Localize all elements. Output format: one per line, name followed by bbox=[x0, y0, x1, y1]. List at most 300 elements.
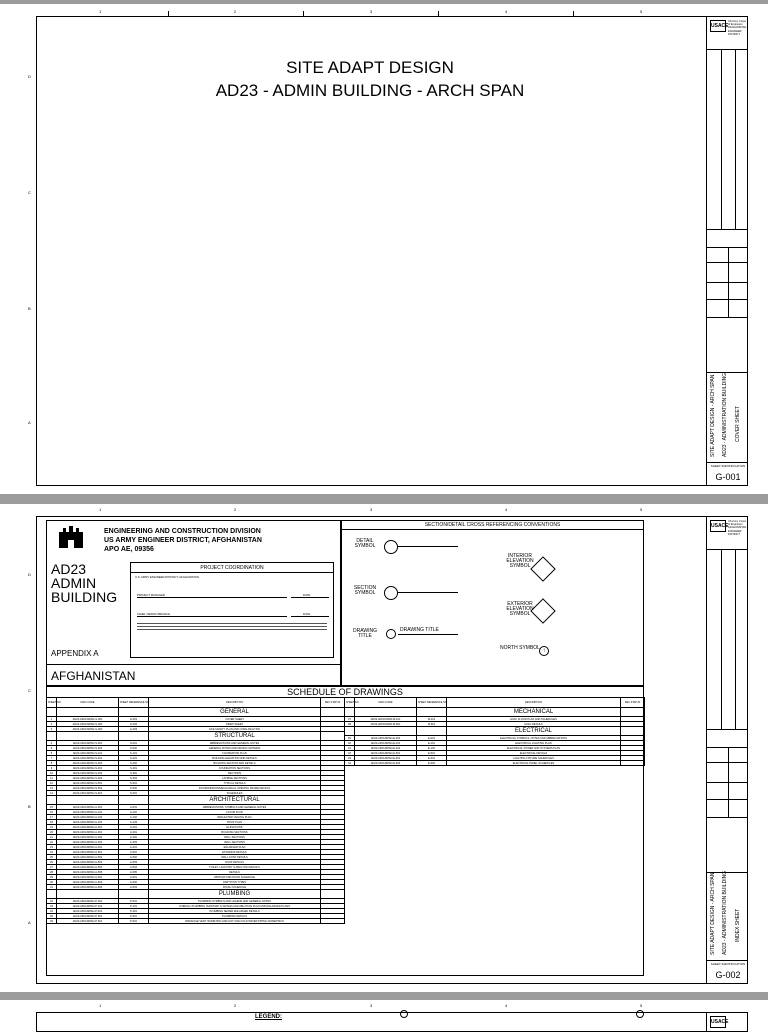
schedule-cell: P-401 bbox=[119, 909, 149, 914]
schedule-cell: 23 bbox=[47, 845, 57, 850]
schedule-cell: ABBREVIATIONS AND GENERAL NOTES bbox=[149, 741, 321, 746]
schedule-cell: FLOOR PLAN bbox=[149, 810, 321, 815]
schedule-cell: 2 bbox=[47, 722, 57, 727]
coordination-date: DATE bbox=[303, 593, 311, 597]
column-marker: 2 bbox=[234, 9, 237, 14]
coordination-pm: PROJECT MANAGER bbox=[137, 593, 165, 597]
column-marker: 1 bbox=[99, 9, 102, 14]
column-marker: 4 bbox=[505, 9, 508, 14]
schedule-cell: 38 bbox=[345, 722, 355, 727]
grid-tick bbox=[573, 11, 574, 16]
schedule-cell: 34 bbox=[47, 909, 57, 914]
section-symbol-label: SECTION SYMBOL bbox=[353, 585, 377, 596]
column-marker: 3 bbox=[370, 1003, 373, 1008]
schedule-cell: REFLECTED CEILING PLAN bbox=[149, 815, 321, 820]
drawing-title-symbol-label: DRAWING TITLE bbox=[353, 628, 377, 639]
schedule-cell: ROOF DETAILS bbox=[149, 860, 321, 865]
schedule-cell: ENLARGED PLAN bbox=[149, 845, 321, 850]
schedule-row bbox=[47, 919, 345, 924]
schedule-category: PLUMBING bbox=[149, 890, 321, 899]
schedule-cell: 42 bbox=[345, 751, 355, 756]
schedule-header-cell: SHEET REFERENCE NO. bbox=[119, 698, 149, 708]
schedule-cell: AD23-ARCHSPAN-P-501 bbox=[57, 914, 119, 919]
schedule-cell: AD23-ARCHSPAN-E-101 bbox=[355, 741, 417, 746]
schedule-header-cell: REV STATUS bbox=[321, 698, 345, 708]
schedule-cell: AD23-ARCHSPAN-P-601 bbox=[57, 919, 119, 924]
row-marker: B bbox=[28, 306, 31, 311]
schedule-category: ARCHITECTURAL bbox=[149, 796, 321, 805]
schedule-cell: 39 bbox=[345, 736, 355, 741]
schedule-cell bbox=[621, 761, 645, 766]
project-coordination-box bbox=[130, 562, 334, 658]
schedule-cell: A-502 bbox=[119, 855, 149, 860]
country-label: AFGHANISTAN bbox=[51, 669, 136, 683]
schedule-header-row bbox=[345, 698, 645, 708]
symbol-icon bbox=[636, 1010, 644, 1018]
schedule-cell: LIFE SAFETY PLAN AND CODE ANALYSIS bbox=[149, 727, 321, 732]
schedule-cell: A-102 bbox=[119, 815, 149, 820]
schedule-cell: 36 bbox=[47, 919, 57, 924]
schedule-cell: AD23-ARCHSPAN-P-001 bbox=[57, 899, 119, 904]
schedule-cell: S-501 bbox=[119, 781, 149, 786]
schedule-category-row bbox=[47, 890, 345, 899]
schedule-cell: TOILET, LAVATORY & ABLUTION DETAILS bbox=[149, 865, 321, 870]
schedule-cell: EXTERIOR DETAILS bbox=[149, 850, 321, 855]
schedule-cell: 44 bbox=[345, 761, 355, 766]
schedule-title: SCHEDULE OF DRAWINGS bbox=[287, 687, 403, 697]
grid-tick bbox=[303, 11, 304, 16]
schedule-cell: FOUNDATION PLAN bbox=[149, 751, 321, 756]
schedule-cell: AD23-ARCHSPAN-E-102 bbox=[355, 746, 417, 751]
schedule-cell: AD23-ARCHSPAN-A-502 bbox=[57, 855, 119, 860]
schedule-cell: ELECTRICAL PANEL SCHEDULES bbox=[447, 761, 621, 766]
schedule-cell: AD23-ARCHSPAN-E-001 bbox=[355, 736, 417, 741]
schedule-category-row bbox=[47, 796, 345, 805]
schedule-cell: 31 bbox=[47, 885, 57, 890]
schedule-header-cell: DWG CODE bbox=[355, 698, 417, 708]
schedule-cell: A-503 bbox=[119, 860, 149, 865]
column-marker: 3 bbox=[370, 9, 373, 14]
schedule-cell: 24 bbox=[47, 850, 57, 855]
schedule-cell: 9 bbox=[47, 766, 57, 771]
schedule-cell: FOUNDATION SECTIONS bbox=[149, 766, 321, 771]
schedule-cell: A-101 bbox=[119, 810, 149, 815]
schedule-cell: DOOR/WINDOW/MECHANICAL OPENING FRAME DETAILS bbox=[149, 786, 321, 791]
schedule-cell: WALL SECTIONS bbox=[149, 835, 321, 840]
schedule-cell: AD23-ARCHSPAN-P-101 bbox=[57, 904, 119, 909]
schedule-cell bbox=[57, 732, 119, 741]
schedule-cell: PARTITION TYPES bbox=[149, 880, 321, 885]
schedule-cell: AD23-ARCHSPAN-S-601 bbox=[57, 791, 119, 796]
row-marker: A bbox=[28, 920, 31, 925]
column-marker: 1 bbox=[99, 507, 102, 512]
schedule-category: MECHANICAL bbox=[447, 708, 621, 717]
schedule-cell: AD23-ARCHSPAN-A-505 bbox=[57, 870, 119, 875]
schedule-table-right bbox=[344, 697, 645, 766]
sheet-number: G-002 bbox=[715, 970, 741, 980]
org-line2: US ARMY ENGINEER DISTRICT, AFGHANISTAN bbox=[104, 537, 262, 544]
schedule-cell: A-602 bbox=[119, 880, 149, 885]
schedule-cell: WALL SECTIONS bbox=[149, 840, 321, 845]
schedule-cell: AD23-ARCHSPAN-S-101 bbox=[57, 751, 119, 756]
schedule-cell: DRAINAGE VENT ISOMETRIC AND HOT AND COLD WATER PIPING ISOMETRICS bbox=[149, 919, 321, 924]
schedule-cell: E-602 bbox=[417, 761, 447, 766]
schedule-cell: AD23-ARCHSPAN-M-101 bbox=[355, 717, 417, 722]
schedule-cell: PLUMBING SYMBOLS AND LEGEND AND GENERAL NOTES bbox=[149, 899, 321, 904]
schedule-cell: 1 bbox=[47, 717, 57, 722]
schedule-cell: 17 bbox=[47, 815, 57, 820]
legend-sheet bbox=[0, 1000, 768, 1024]
schedule-cell: ABBREVIATIONS, SYMBOLS AND GENERAL NOTES bbox=[149, 805, 321, 810]
row-marker: D bbox=[28, 74, 31, 79]
schedule-cell: HVAC FLOOR PLAN AND SCHEDULES bbox=[447, 717, 621, 722]
schedule-cell: GENERAL NOTES AND DESIGN CRITERIA bbox=[149, 746, 321, 751]
row-marker: B bbox=[28, 804, 31, 809]
schedule-header-cell: SHEET NO. bbox=[345, 698, 355, 708]
schedule-cell: S-101 bbox=[119, 751, 149, 756]
schedule-cell: BUILDING ELEVATION AND DETAILS bbox=[149, 756, 321, 761]
schedule-cell: AD23-ARCHSPAN-S-201 bbox=[57, 756, 119, 761]
column-marker: 2 bbox=[234, 507, 237, 512]
schedule-cell: ELECTRICAL POWER AND SYSTEMS PLAN bbox=[447, 746, 621, 751]
schedule-cell: AD23-ARCHSPAN-S-303 bbox=[57, 776, 119, 781]
schedule-cell bbox=[355, 727, 417, 736]
schedule-cell: A-001 bbox=[119, 805, 149, 810]
schedule-cell: 32 bbox=[47, 899, 57, 904]
schedule-cell: BUILDING SECTION AND DETAILS bbox=[149, 761, 321, 766]
schedule-cell: LIGHTING FIXTURE SCHEDULES bbox=[447, 756, 621, 761]
coordination-date: DATE bbox=[303, 612, 311, 616]
column-marker: 4 bbox=[505, 1003, 508, 1008]
schedule-cell: AD23-ARCHSPAN-A-101 bbox=[57, 810, 119, 815]
building-name-vertical: AD23 - ADMINISTRATION BUILDING bbox=[722, 870, 728, 955]
schedule-cell: AD23-ARCHSPAN-S-002 bbox=[57, 746, 119, 751]
schedule-cell bbox=[119, 708, 149, 717]
schedule-cell bbox=[621, 727, 645, 736]
schedule-category-row bbox=[345, 708, 645, 717]
schedule-cell: 22 bbox=[47, 840, 57, 845]
schedule-cell: A-301 bbox=[119, 830, 149, 835]
detail-symbol-label: DETAIL SYMBOL bbox=[354, 538, 376, 549]
schedule-cell: E-501 bbox=[417, 751, 447, 756]
schedule-cell: DETAILS bbox=[149, 870, 321, 875]
schedule-cell: 26 bbox=[47, 860, 57, 865]
schedule-cell bbox=[321, 732, 345, 741]
schedule-cell bbox=[417, 727, 447, 736]
schedule-cell: AD23-ARCHSPAN-A-504 bbox=[57, 865, 119, 870]
schedule-cell: 6 bbox=[47, 751, 57, 756]
row-marker: C bbox=[28, 688, 31, 693]
schedule-table-left bbox=[46, 697, 345, 924]
schedule-cell: AD23-ARCHSPAN-A-102 bbox=[57, 815, 119, 820]
schedule-cell: G-002 bbox=[119, 722, 149, 727]
schedule-category-row bbox=[47, 732, 345, 741]
schedule-category-row bbox=[47, 708, 345, 717]
agency-name: US Army Corps of Engineers AFGHANISTAN ENGINEER DISTRICT bbox=[728, 520, 747, 536]
appendix-label: APPENDIX A bbox=[51, 649, 99, 658]
schedule-cell: AD23-ARCHSPAN-S-202 bbox=[57, 761, 119, 766]
schedule-cell: AD23-ARCHSPAN-A-401 bbox=[57, 845, 119, 850]
conventions-title: SECTION/DETAIL CROSS REFERENCING CONVENTIONS bbox=[424, 522, 561, 528]
schedule-cell: A-504 bbox=[119, 865, 149, 870]
schedule-cell: 7 bbox=[47, 756, 57, 761]
schedule-cell: TYPICAL DETAILS bbox=[149, 781, 321, 786]
row-marker: D bbox=[28, 572, 31, 577]
schedule-cell: BUILDING SECTIONS bbox=[149, 830, 321, 835]
schedule-category-row bbox=[345, 727, 645, 736]
detail-symbol-icon bbox=[384, 540, 398, 554]
grid-tick bbox=[168, 11, 169, 16]
schedule-cell: AD23-ARCHSPAN-G-002 bbox=[57, 722, 119, 727]
schedule-cell bbox=[417, 708, 447, 717]
schedule-cell: AD23-ARCHSPAN-A-103 bbox=[57, 820, 119, 825]
schedule-cell: 28 bbox=[47, 870, 57, 875]
schedule-cell: 4 bbox=[47, 741, 57, 746]
schedule-cell bbox=[321, 890, 345, 899]
schedule-cell: 21 bbox=[47, 835, 57, 840]
schedule-row bbox=[345, 761, 645, 766]
schedule-cell: 16 bbox=[47, 810, 57, 815]
schedule-cell: A-603 bbox=[119, 885, 149, 890]
schedule-cell bbox=[321, 796, 345, 805]
schedule-cell: 27 bbox=[47, 865, 57, 870]
agency-name: US Army Corps of Engineers AFGHANISTAN ENGINEER DISTRICT bbox=[728, 20, 747, 36]
org-line3: APO AE, 09356 bbox=[104, 546, 154, 553]
schedule-cell: 15 bbox=[47, 805, 57, 810]
schedule-cell: PLUMBING SEWER ENLARGED DETAILS bbox=[149, 909, 321, 914]
schedule-cell: S-302 bbox=[119, 771, 149, 776]
column-marker: 3 bbox=[370, 507, 373, 512]
cover-sheet bbox=[0, 4, 768, 494]
schedule-cell: M-101 bbox=[417, 717, 447, 722]
schedule-cell: A-302 bbox=[119, 835, 149, 840]
schedule-cell: A-501 bbox=[119, 850, 149, 855]
schedule-cell: 14 bbox=[47, 791, 57, 796]
schedule-cell bbox=[345, 708, 355, 717]
column-marker: 5 bbox=[640, 1003, 643, 1008]
cover-title-line1: SITE ADAPT DESIGN bbox=[286, 58, 454, 77]
sheet-number: G-001 bbox=[715, 472, 741, 482]
project-line1: AD23 bbox=[51, 561, 87, 577]
usace-logo-icon: USACE bbox=[710, 20, 726, 32]
project-line3: BUILDING bbox=[51, 589, 118, 605]
usace-logo-icon: USACE bbox=[710, 1016, 726, 1028]
schedule-cell bbox=[57, 708, 119, 717]
building-name-vertical: AD23 - ADMINISTRATION BUILDING bbox=[722, 372, 728, 457]
schedule-cell: E-102 bbox=[417, 746, 447, 751]
row-marker: A bbox=[28, 420, 31, 425]
index-sheet bbox=[0, 504, 768, 992]
schedule-cell: AD23-ARCHSPAN-E-602 bbox=[355, 761, 417, 766]
schedule-cell: 5 bbox=[47, 746, 57, 751]
schedule-cell: A-103 bbox=[119, 820, 149, 825]
schedule-cell: G-001 bbox=[119, 717, 149, 722]
schedule-cell: AD23-ARCHSPAN-A-302 bbox=[57, 835, 119, 840]
schedule-category: STRUCTURAL bbox=[149, 732, 321, 741]
schedule-cell: ELECTRICAL SYMBOLS, NOTES AND ABBREVIATIONS bbox=[447, 736, 621, 741]
schedule-cell: ROOF PLAN bbox=[149, 820, 321, 825]
schedule-cell: 20 bbox=[47, 830, 57, 835]
coordination-district: U.S. ARMY ENGINEER DISTRICT, AFGHANISTAN bbox=[135, 575, 199, 579]
schedule-cell: SCHEDULES bbox=[149, 791, 321, 796]
schedule-header-cell: REV STATUS bbox=[621, 698, 645, 708]
sheet-title-vertical: COVER SHEET bbox=[735, 406, 741, 442]
schedule-cell: ELECTRICAL DETAILS bbox=[447, 751, 621, 756]
schedule-cell: AD23-ARCHSPAN-S-502 bbox=[57, 786, 119, 791]
symbol-icon bbox=[400, 1010, 408, 1018]
schedule-cell: 13 bbox=[47, 786, 57, 791]
title-block bbox=[706, 516, 748, 984]
schedule-cell bbox=[57, 890, 119, 899]
project-name-vertical: SITE ADAPT DESIGN - ARCH SPAN bbox=[710, 872, 716, 955]
sheet-separator bbox=[0, 992, 768, 1000]
schedule-cell: 19 bbox=[47, 825, 57, 830]
usace-logo-icon: USACE bbox=[710, 520, 726, 532]
schedule-cell bbox=[321, 919, 345, 924]
schedule-cell: 3 bbox=[47, 727, 57, 732]
schedule-cell: S-502 bbox=[119, 786, 149, 791]
coordination-title: PROJECT COORDINATION bbox=[200, 565, 264, 571]
schedule-category: GENERAL bbox=[149, 708, 321, 717]
schedule-header-cell: DWG CODE bbox=[57, 698, 119, 708]
sheet-identification-label: SHEET IDENTIFICATION bbox=[710, 962, 746, 966]
schedule-cell: 43 bbox=[345, 756, 355, 761]
sheet-separator bbox=[0, 494, 768, 504]
schedule-cell: AD23-ARCHSPAN-A-501 bbox=[57, 850, 119, 855]
sheet-title-vertical: INDEX SHEET bbox=[735, 908, 741, 942]
drawing-title-sample: DRAWING TITLE bbox=[400, 627, 439, 633]
north-arrow-icon: ↑ bbox=[539, 646, 549, 656]
schedule-cell: AD23-ARCHSPAN-S-001 bbox=[57, 741, 119, 746]
schedule-cell: M-501 bbox=[417, 722, 447, 727]
schedule-cell bbox=[47, 890, 57, 899]
schedule-cell: A-303 bbox=[119, 840, 149, 845]
schedule-cell: 10 bbox=[47, 771, 57, 776]
schedule-cell: AD23-ARCHSPAN-A-603 bbox=[57, 885, 119, 890]
schedule-cell: S-301 bbox=[119, 766, 149, 771]
schedule-cell: PLUMBING DETAILS bbox=[149, 914, 321, 919]
schedule-cell: AD23-ARCHSPAN-A-201 bbox=[57, 825, 119, 830]
exterior-elevation-label: EXTERIOR ELEVATION SYMBOL bbox=[506, 601, 534, 617]
schedule-cell: AD23-ARCHSPAN-A-601 bbox=[57, 875, 119, 880]
schedule-cell: 30 bbox=[47, 880, 57, 885]
interior-elevation-label: INTERIOR ELEVATION SYMBOL bbox=[506, 553, 534, 569]
schedule-cell: S-201 bbox=[119, 756, 149, 761]
section-symbol-icon bbox=[384, 586, 398, 600]
schedule-cell: E-101 bbox=[417, 741, 447, 746]
schedule-cell: 12 bbox=[47, 781, 57, 786]
schedule-cell: AD23-ARCHSPAN-E-501 bbox=[355, 751, 417, 756]
column-marker: 4 bbox=[505, 507, 508, 512]
schedule-cell: P-101 bbox=[119, 904, 149, 909]
schedule-cell: 11 bbox=[47, 776, 57, 781]
schedule-cell: AD23-ARCHSPAN-M-501 bbox=[355, 722, 417, 727]
schedule-cell: S-002 bbox=[119, 746, 149, 751]
schedule-cell: AD23-ARCHSPAN-P-401 bbox=[57, 909, 119, 914]
schedule-cell: WALL JOINT DETAILS bbox=[149, 855, 321, 860]
schedule-cell: INDEX SHEET bbox=[149, 722, 321, 727]
schedule-header-cell: SHEET REFERENCE NO. bbox=[417, 698, 447, 708]
sheet-identification-label: SHEET IDENTIFICATION bbox=[710, 464, 746, 468]
schedule-cell: 35 bbox=[47, 914, 57, 919]
org-line1: ENGINEERING AND CONSTRUCTION DIVISION bbox=[104, 528, 261, 535]
castle-icon bbox=[58, 526, 84, 548]
schedule-cell: 8 bbox=[47, 761, 57, 766]
schedule-cell bbox=[47, 796, 57, 805]
schedule-cell: 41 bbox=[345, 746, 355, 751]
schedule-cell bbox=[119, 890, 149, 899]
schedule-cell: S-601 bbox=[119, 791, 149, 796]
schedule-cell bbox=[119, 732, 149, 741]
project-line2: ADMIN bbox=[51, 575, 97, 591]
schedule-cell bbox=[57, 796, 119, 805]
schedule-cell: A-401 bbox=[119, 845, 149, 850]
schedule-cell: COVER SHEET bbox=[149, 717, 321, 722]
schedule-cell bbox=[119, 796, 149, 805]
schedule-cell: 18 bbox=[47, 820, 57, 825]
coordination-chief: CHIEF, DESIGN BRANCH bbox=[137, 612, 170, 616]
schedule-cell: S-303 bbox=[119, 776, 149, 781]
schedule-cell bbox=[321, 708, 345, 717]
schedule-cell bbox=[47, 732, 57, 741]
schedule-cell: ELECTRICAL LIGHTING PLAN bbox=[447, 741, 621, 746]
row-marker: C bbox=[28, 190, 31, 195]
schedule-header-row bbox=[47, 698, 345, 708]
header-divider bbox=[46, 664, 341, 665]
column-marker: 2 bbox=[234, 1003, 237, 1008]
drawing-title-icon bbox=[386, 629, 396, 639]
schedule-cell: AD23-ARCHSPAN-E-601 bbox=[355, 756, 417, 761]
schedule-cell: E-001 bbox=[417, 736, 447, 741]
schedule-cell: AD23-ARCHSPAN-A-303 bbox=[57, 840, 119, 845]
schedule-cell bbox=[345, 727, 355, 736]
schedule-cell: HVAC DETAILS bbox=[447, 722, 621, 727]
schedule-cell: LATRINE SECTIONS bbox=[149, 776, 321, 781]
grid-tick bbox=[438, 11, 439, 16]
schedule-cell: A-505 bbox=[119, 870, 149, 875]
schedule-cell: 37 bbox=[345, 717, 355, 722]
cover-title-line2: AD23 - ADMIN BUILDING - ARCH SPAN bbox=[215, 81, 525, 100]
schedule-cell: 25 bbox=[47, 855, 57, 860]
column-marker: 5 bbox=[640, 507, 643, 512]
schedule-cell: AD23-ARCHSPAN-G-001 bbox=[57, 717, 119, 722]
schedule-cell: ELEVATIONS bbox=[149, 825, 321, 830]
schedule-cell: 33 bbox=[47, 904, 57, 909]
schedule-category: ELECTRICAL bbox=[447, 727, 621, 736]
schedule-cell: AD23-ARCHSPAN-S-301 bbox=[57, 766, 119, 771]
column-marker: 1 bbox=[99, 1003, 102, 1008]
schedule-cell: WINDOW AND DOOR SCHEDULE bbox=[149, 875, 321, 880]
schedule-cell: A-601 bbox=[119, 875, 149, 880]
schedule-cell: AD23-ARCHSPAN-A-301 bbox=[57, 830, 119, 835]
schedule-cell: AD23-ARCHSPAN-A-602 bbox=[57, 880, 119, 885]
schedule-cell: AD23-ARCHSPAN-A-001 bbox=[57, 805, 119, 810]
north-symbol-label: NORTH SYMBOL bbox=[500, 645, 540, 651]
schedule-cell: 29 bbox=[47, 875, 57, 880]
schedule-cell: A-201 bbox=[119, 825, 149, 830]
schedule-header-cell: DESCRIPTION bbox=[149, 698, 321, 708]
schedule-cell: AD23-ARCHSPAN-S-501 bbox=[57, 781, 119, 786]
legend-title: LEGEND: bbox=[255, 1014, 282, 1020]
schedule-cell bbox=[621, 708, 645, 717]
schedule-cell bbox=[355, 708, 417, 717]
schedule-cell: G-003 bbox=[119, 727, 149, 732]
title-block bbox=[706, 16, 748, 486]
project-name-vertical: SITE ADAPT DESIGN - ARCH SPAN bbox=[710, 374, 716, 457]
schedule-cell: AD23-ARCHSPAN-S-302 bbox=[57, 771, 119, 776]
schedule-cell: FINISH SCHEDULE bbox=[149, 885, 321, 890]
schedule-cell: AD23-ARCHSPAN-G-003 bbox=[57, 727, 119, 732]
